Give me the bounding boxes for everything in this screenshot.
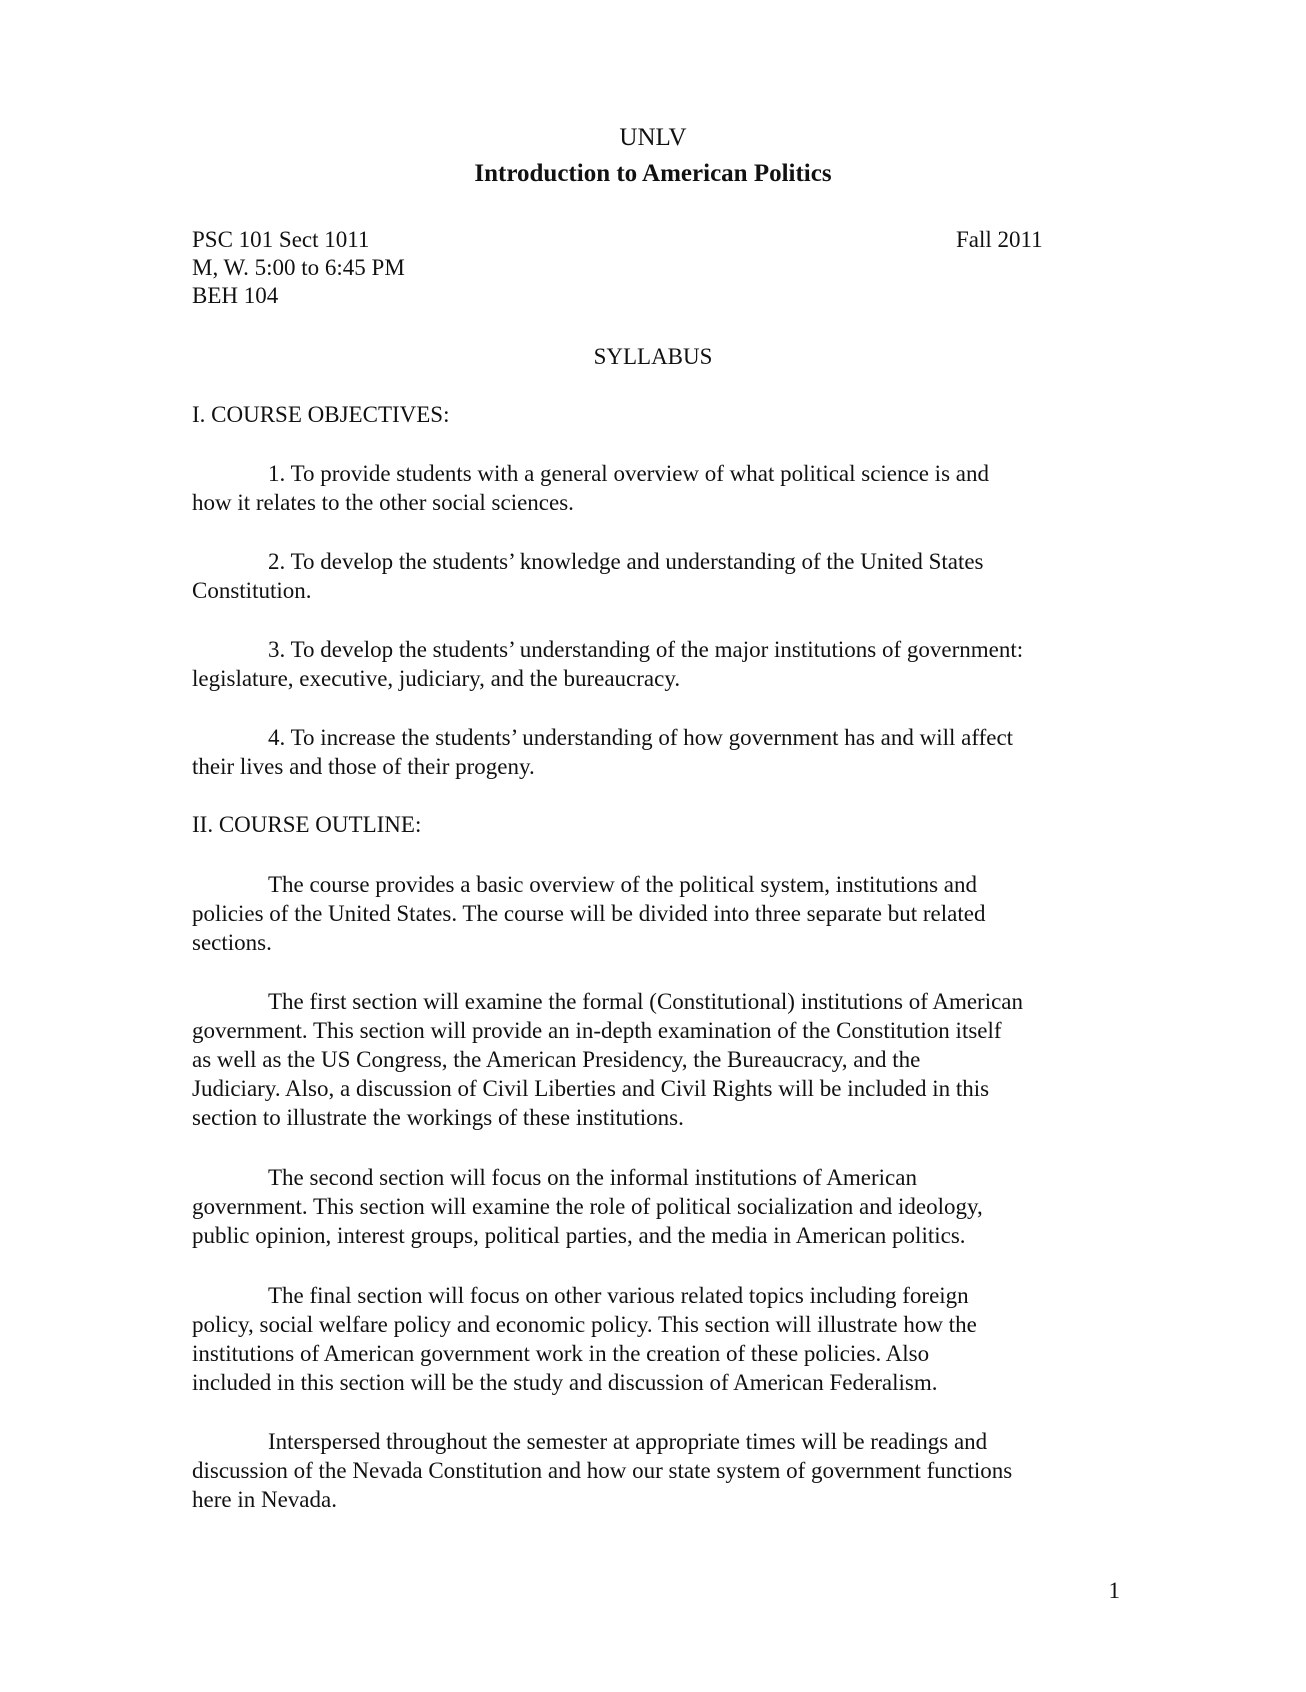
outline-line: public opinion, interest groups, political parties, and the media in American politics. — [192, 1223, 966, 1248]
outline-line: Judiciary. Also, a discussion of Civil Liberties and Civil Rights will be included in this — [192, 1076, 990, 1101]
outline-line: included in this section will be the study and discussion of American Federalism. — [192, 1370, 938, 1395]
objective-line: how it relates to the other social sciences. — [192, 490, 574, 515]
outline-line: The second section will focus on the informal institutions of American — [268, 1165, 917, 1190]
objective-line: 3. To develop the students’ understanding of the major institutions of government: — [268, 637, 1024, 662]
outline-line: Interspersed throughout the semester at appropriate times will be readings and — [268, 1429, 988, 1454]
objective-item — [192, 635, 1122, 693]
outline-line: The course provides a basic overview of the political system, institutions and — [268, 872, 978, 897]
course-title: Introduction to American Politics — [474, 160, 832, 187]
outline-line: policy, social welfare policy and economic policy. This section will illustrate how the — [192, 1312, 977, 1337]
outline-heading: II. COURSE OUTLINE: — [192, 812, 422, 837]
objective-line: their lives and those of their progeny. — [192, 754, 535, 779]
objective-item — [192, 723, 1122, 781]
outline-line: section to illustrate the workings of these institutions. — [192, 1105, 684, 1130]
objective-line: 1. To provide students with a general overview of what political science is and — [268, 461, 989, 486]
outline-line: The first section will examine the formal (Constitutional) institutions of American — [268, 989, 1024, 1014]
objective-line: 4. To increase the students’ understanding of how government has and will affect — [268, 725, 1014, 750]
outline-line: policies of the United States. The course will be divided into three separate but related — [192, 901, 986, 926]
outline-paragraph — [192, 870, 1122, 957]
course-term: Fall 2011 — [956, 227, 1043, 252]
outline-line: here in Nevada. — [192, 1487, 337, 1512]
objective-line: Constitution. — [192, 578, 312, 603]
objective-line: 2. To develop the students’ knowledge and understanding of the United States — [268, 549, 984, 574]
course-section: PSC 101 Sect 1011 — [192, 227, 370, 252]
course-schedule: M, W. 5:00 to 6:45 PM — [192, 255, 405, 280]
outline-paragraph — [192, 1281, 1122, 1397]
syllabus-heading: SYLLABUS — [593, 344, 713, 369]
outline-paragraph — [192, 987, 1122, 1132]
institution-name: UNLV — [619, 124, 687, 151]
objectives-heading: I. COURSE OBJECTIVES: — [192, 402, 450, 427]
outline-paragraph — [192, 1163, 1122, 1250]
outline-line: The final section will focus on other various related topics including foreign — [268, 1283, 969, 1308]
objective-item — [192, 547, 1122, 605]
outline-line: sections. — [192, 930, 272, 955]
outline-line: government. This section will examine the role of political socialization and ideology, — [192, 1194, 983, 1219]
outline-line: institutions of American government work in the creation of these policies. Also — [192, 1341, 930, 1366]
objective-item — [192, 459, 1122, 517]
course-room: BEH 104 — [192, 283, 279, 308]
outline-line: discussion of the Nevada Constitution and how our state system of government functions — [192, 1458, 1013, 1483]
page-number: 1 — [1108, 1578, 1120, 1603]
outline-paragraph — [192, 1427, 1122, 1514]
objective-line: legislature, executive, judiciary, and the bureaucracy. — [192, 666, 681, 691]
outline-line: as well as the US Congress, the American Presidency, the Bureaucracy, and the — [192, 1047, 921, 1072]
outline-line: government. This section will provide an in-depth examination of the Constitution itself — [192, 1018, 1002, 1043]
